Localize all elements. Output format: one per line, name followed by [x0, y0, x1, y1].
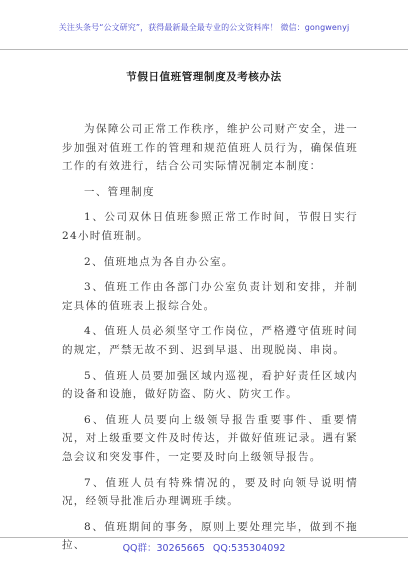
rule-item-5: 5、值班人员要加强区域内巡视，看护好责任区域内的设备和设施，做好防盗、防火、防灾工作。 [62, 369, 358, 401]
footer-qq-group: QQ群：30265665 [122, 543, 205, 554]
rule-item-6: 6、值班人员要向上级领导报告重要事件、重要情况，对上级重要文件及时传达，并做好值班记录。遇有紧急会议和突发事件，一定要及时向上级领导报告。 [62, 413, 358, 463]
rule-item-7: 7、值班人员有特殊情况的，要及时向领导说明情况，经领导批准后办理调班手续。 [62, 476, 358, 508]
header-banner [0, 0, 408, 50]
intro-paragraph: 为保障公司正常工作秩序，维护公司财产安全，进一步加强对值班工作的管理和规范值班人员行为，确保值班工作的有效进行，结合公司实际情况制定本制度： [62, 123, 358, 173]
footer-divider [0, 537, 408, 538]
document-body [62, 120, 358, 562]
rule-item-1: 1、公司双休日值班参照正常工作时间，节假日实行24小时值班制。 [62, 211, 358, 242]
rule-item-2: 2、值班地点为各自办公室。 [84, 255, 234, 268]
footer-contact [0, 540, 408, 554]
rule-item-3: 3、值班工作由各部门办公室负责计划和安排，并制定具体的值班表上报综合处。 [62, 281, 358, 312]
header-promo-text: 关注头条号“公文研究”，获得最新最全最专业的公文资料库！ 微信：gongwenyj [58, 23, 350, 32]
rule-item-4: 4、值班人员必须坚守工作岗位，严格遵守值班时间的规定，严禁无故不到、迟到早退、出现脱岗、串岗。 [62, 325, 358, 356]
rule-item-8: 8、值班期间的事务，原则上要处理完毕，做到不拖拉、 [62, 520, 358, 552]
section-heading: 一、管理制度 [84, 185, 155, 198]
footer-qq: QQ:535304092 [212, 543, 286, 554]
document-title: 节假日值班管理制度及考核办法 [126, 71, 282, 83]
